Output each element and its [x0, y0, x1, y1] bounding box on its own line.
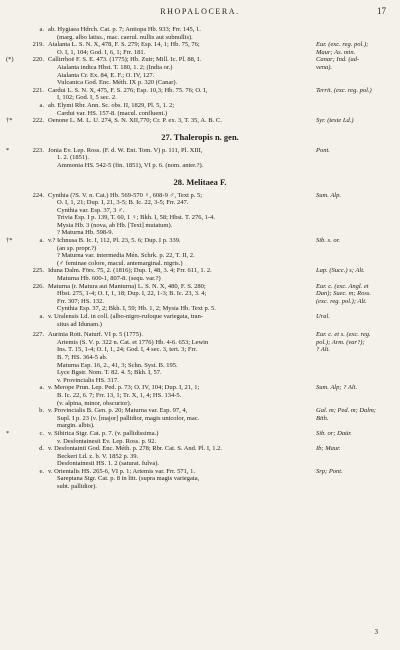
distribution-note	[316, 117, 396, 125]
distribution-line: Eur. c. (exc. Angl. et	[316, 282, 369, 290]
text-line: v. Merope Prun. Lep. Ped. p. 73; O. IV, 104; Dup. I, 21, 1;	[48, 384, 200, 392]
entry-text	[48, 331, 312, 384]
distribution-line: Canar; Ind. (ad-	[316, 56, 360, 64]
entry-text	[48, 283, 312, 313]
text-line: Callirrhoë F. S. E. 473. (1775); Hb. Zutr; Mill. Ic. Pl. 88, I.	[48, 56, 201, 64]
text-line: Atalanta Cr. Ex. 84, E. F.; O. IV, 127.	[57, 71, 155, 79]
page-header	[0, 6, 400, 20]
entry-text	[48, 102, 312, 117]
distribution-note	[316, 87, 396, 95]
text-line: v. Uralensis Ld. in coll. (albo-nigro-rufoque variegata, tran-	[48, 313, 203, 320]
text-line: ? Maturna var. intermedia Mén. Schrk. p. 22, T. II, 2.	[57, 252, 195, 260]
distribution-note	[316, 56, 396, 71]
entry-text	[48, 117, 312, 125]
catalogue-entry	[0, 41, 400, 56]
entry-number: b.	[39, 407, 44, 415]
text-line: ? Maturna Hb. 598-9.	[57, 229, 114, 237]
catalogue-entry	[0, 56, 400, 86]
entry-number: a.	[39, 384, 44, 392]
text-line: (an sp. propr.?)	[57, 244, 97, 252]
entry-number: 222.	[32, 117, 44, 125]
text-line: Artemis (S. V. p. 322 n. Cat. et 1776) Hb. 4-6. 653; Lewin	[57, 338, 209, 346]
entry-number: 220.	[32, 56, 44, 64]
text-line: (♂ feminae colore, macul. antemarginal. nigris.)	[57, 259, 183, 267]
entry-marker: *	[6, 429, 10, 437]
text-line: v. Sibirica Stgr. Cat. p. 7. (v. pallidissima.)	[48, 429, 159, 437]
distribution-line: Bith.	[316, 414, 329, 422]
text-line: v. Provincialis HS. 317.	[57, 376, 119, 384]
entry-text	[48, 87, 312, 102]
distribution-line: Ib; Maur.	[316, 445, 341, 453]
section-heading: 28. Melitaea F.	[173, 176, 227, 187]
entry-number: 223.	[32, 146, 44, 154]
text-line: I, 102; God. I, 5 sec. 2.	[57, 94, 117, 102]
running-title: RHOPALOCERA.	[160, 7, 240, 16]
catalogue-entry	[0, 237, 400, 267]
signature-mark: 3	[374, 628, 378, 636]
distribution-line: Eur. c. et s. (exc. reg.	[316, 331, 371, 339]
text-line: Ins. T. 15, 1-4; O. I, 1, 24; God. I, 4 sec. 3, tert. 3; Frr.	[57, 346, 198, 354]
entry-text	[48, 41, 312, 56]
distribution-note	[316, 147, 396, 155]
text-line: Maturna Hb. 600-1, 807-8. (sequ. var.?)	[57, 275, 161, 283]
entry-text	[48, 237, 312, 267]
entry-text	[48, 468, 312, 491]
distribution-note	[316, 430, 396, 438]
catalogue-entry	[0, 331, 400, 384]
distribution-line: Territ. (exc. reg. pol.)	[316, 86, 372, 94]
text-line: Beckeri Ld. z. b. V. 1852 p. 39.	[57, 452, 139, 460]
text-line: Lyce Bgstr. Nom. T. 82. 4. 5; Bkh. I, 57.	[57, 369, 162, 377]
entry-text	[48, 267, 312, 282]
catalogue-entry	[0, 87, 400, 102]
entry-text	[48, 26, 312, 41]
catalogue-entry	[0, 313, 400, 328]
text-line: Ammonia HS. 542-5 (fin. 1851), VI p. 6. (nom. anter.?).	[57, 161, 204, 169]
distribution-note	[316, 267, 396, 275]
entry-number: a.	[39, 101, 44, 109]
catalogue-entry	[0, 468, 400, 491]
distribution-note	[316, 283, 396, 306]
catalogue-entry	[0, 26, 400, 41]
entry-marker: *	[6, 146, 10, 154]
text-line: Maturna Esp. 16, 2., 41, 3; Schn. Syst. B. 195.	[57, 361, 178, 369]
entry-text	[48, 407, 312, 430]
entry-text	[48, 430, 312, 445]
entry-text	[48, 313, 312, 328]
catalogue-entry	[0, 407, 400, 430]
text-line: Mysia Hb. 3 (nova, ab Hb. [Text] mutatum).	[57, 221, 173, 229]
text-line: Cynthia Esp. 37, 2; Bkh. I, 59; Hb. 1, 2; Mysia Hb. Text p. 5.	[57, 305, 216, 313]
catalogue-entry	[0, 430, 400, 445]
text-line: v.? Ichnusa B. Ic. I, 112, Pl. 23, 5. 6; Dup. I p. 339.	[48, 237, 181, 245]
entry-marker: (*)	[6, 56, 14, 64]
distribution-line: Syr. (teste Ld.)	[316, 117, 354, 125]
distribution-line: Sib. s. or.	[316, 237, 341, 245]
text-line: Desfontainesii HS. 1. 2 (saturat. fulva).	[57, 460, 159, 468]
entry-number: 227.	[32, 331, 44, 339]
entry-number: c.	[39, 429, 44, 437]
entry-number: 224.	[32, 191, 44, 199]
entry-number: a.	[39, 237, 44, 245]
text-line: Oenone L. M. L. U. 274, S. N. XII,770; Cr. P. ex. 3, T. 35, A. B. C.	[48, 117, 222, 125]
entry-number: a.	[39, 26, 44, 33]
catalogue-content	[0, 26, 400, 491]
entry-number: 219.	[32, 41, 44, 49]
text-line: (marg. albo latiss., mac. caerul. nullis aut subnullis).	[57, 33, 193, 41]
text-line: ab. Elymi Rbr. Ann. Sc. obs. II, 1829, Pl. 5, 1. 2;	[48, 101, 175, 109]
distribution-line: Sib. or; Daūr.	[316, 429, 352, 437]
entry-marker: †*	[6, 117, 13, 125]
text-line: subt. pallidior).	[57, 483, 97, 491]
text-line: Iduna Dalm. Förs. 75, 2. (1816); Dup. I, 48, 3. 4; Frr. 611, 1. 2.	[48, 267, 212, 275]
text-line: Cynthia var. Esp. 37, 3 ♂.	[57, 206, 125, 214]
distribution-note	[316, 313, 396, 321]
text-line: Atalanta indica Hbst. T. 180, 1. 2; (India or.)	[57, 63, 173, 71]
catalogue-entry	[0, 445, 400, 468]
distribution-note	[316, 384, 396, 392]
text-line: Jonia Ev. Lep. Ross. (F. d. W. Ent. Tom. V) p. 111, Pl. XIII,	[48, 146, 203, 154]
text-line: Vulcanica God. Enc. Méth. IX p. 320 (Canar).	[57, 79, 178, 87]
distribution-note	[316, 331, 396, 354]
text-line: B. 7; HS. 364-5 ab.	[57, 353, 108, 361]
distribution-note	[316, 468, 396, 476]
text-line: Maturna (r. Matura aut Manturna) L. S. N. X, 480, F. S. 280;	[48, 282, 206, 290]
distribution-line: Maur; As. min.	[316, 48, 356, 56]
text-line: Atalanta L. S. N. X, 478, F. S. 279; Esp. 14, 1; Hb. 75, 76;	[48, 41, 200, 49]
distribution-line: Lap. (Succ.) s; Alt.	[316, 267, 365, 275]
entry-text	[48, 56, 312, 86]
text-line: Hbst. 275, 1-4; O. I, 1, 18; Dup. I, 22, 1-3; B. Ic. 23, 3. 4;	[57, 290, 207, 298]
distribution-line: Dan); Suec. m; Ross.	[316, 290, 372, 298]
catalogue-entry	[0, 102, 400, 117]
text-line: Cardui L. S. N. X, 475, F. S. 276; Esp. 10,3; Hb. 75. 76; O. I,	[48, 86, 208, 94]
entry-text	[48, 192, 312, 238]
distribution-note	[316, 237, 396, 245]
text-line: v. Desfontainii God. Enc. Méth. p. 278; Rbr. Cat. S. And. Pl. I, 1.2.	[48, 445, 222, 453]
catalogue-entry	[0, 147, 400, 170]
text-line: Aurinia Rott. Naturf. VI p. 5 (1775).	[48, 331, 143, 339]
entry-text	[48, 445, 312, 468]
distribution-line: Ural.	[316, 313, 330, 320]
distribution-line: vena).	[316, 63, 333, 71]
distribution-line: (exc. reg. pol.); Alt.	[316, 297, 367, 305]
entry-marker: †*	[6, 237, 13, 245]
entry-text	[48, 384, 312, 407]
text-line: B. Ic. 22, 6. 7; Frr. 13, 1; Tr. X, 1, 4; HS. 134-5.	[57, 391, 182, 399]
catalogue-entry	[0, 384, 400, 407]
distribution-note	[316, 407, 396, 422]
text-line: ab. Hygiaea Hdrch. Cat. p. 7; Antiopa Hb. 933; Frr. 145, 1.	[48, 26, 201, 33]
distribution-line: Gal. m; Ped. m; Dalm;	[316, 407, 376, 415]
text-line: situs ad Idunam.)	[57, 320, 102, 328]
text-line: O. I, 1, 21; Dup. I, 21, 3-5; B. Ic. 22, 3-5; Frr. 247.	[57, 199, 189, 207]
entry-number: a.	[39, 313, 44, 320]
distribution-note	[316, 41, 396, 56]
entry-number: e.	[39, 467, 44, 475]
entry-number: 226.	[32, 282, 44, 290]
text-line: Cardui var. HS. 157-8. (macul. confluent.)	[57, 109, 168, 117]
entry-number: 225.	[32, 267, 44, 275]
entry-number: d.	[39, 445, 44, 453]
catalogue-entry	[0, 117, 400, 125]
text-line: 1. 2. (1851).	[57, 154, 89, 162]
page-number: 17	[377, 6, 386, 16]
distribution-line: Eur. (exc. reg. pol.);	[316, 41, 369, 49]
text-line: Trivia Esp. I p. 139, T. 60, 1 ♀; Bkh. I, 58; Hbst. T. 276, 1-4.	[57, 214, 215, 222]
section-heading: 27. Thaleropis n. gen.	[161, 131, 239, 142]
text-line: (v. alpina, minor, obscurior).	[57, 399, 132, 407]
text-line: v. Provincialis B. Gen. p. 20; Maturna var. Esp. 97, 4,	[48, 407, 188, 415]
text-line: v. Orientalis HS. 265-6, VI p. 1; Artemis var. Frr. 571, 1.	[48, 467, 195, 475]
text-line: Sareptana Stgr. Cat. p. 8 in litt. (supra magis variegata,	[57, 475, 200, 483]
text-line: margin. albis).	[57, 422, 95, 430]
distribution-line: Pont.	[316, 146, 330, 154]
catalogue-entry	[0, 283, 400, 313]
text-line: O. I, 1, 104; God. I, 6, 1; Frr. 181.	[57, 48, 146, 56]
distribution-line: Sum. Alp; ? Alt.	[316, 384, 358, 392]
text-line: Supl. I p. 23 (v. [major] pallidior, magis unicolor, mac.	[57, 414, 200, 422]
text-line: Cynthia (?S. V. n. Cat.) Hb. 569-570 ♀, 608-9 ♂, Text p. 5;	[48, 191, 203, 199]
entry-text	[48, 147, 312, 170]
distribution-line: ? Alt.	[316, 346, 330, 354]
catalogue-entry	[0, 192, 400, 238]
distribution-line: Sum. Alp.	[316, 191, 341, 199]
text-line: Frr. 307; HS. 132.	[57, 297, 104, 305]
distribution-note	[316, 192, 396, 200]
distribution-line: Srp; Pont.	[316, 467, 343, 475]
entry-number: 221.	[32, 86, 44, 94]
distribution-note	[316, 445, 396, 453]
text-line: v. Desfontainesii Ev. Lep. Ross. p. 92.	[57, 437, 157, 445]
catalogue-entry	[0, 267, 400, 282]
distribution-line: pol.); Arm. (var?);	[316, 338, 365, 346]
